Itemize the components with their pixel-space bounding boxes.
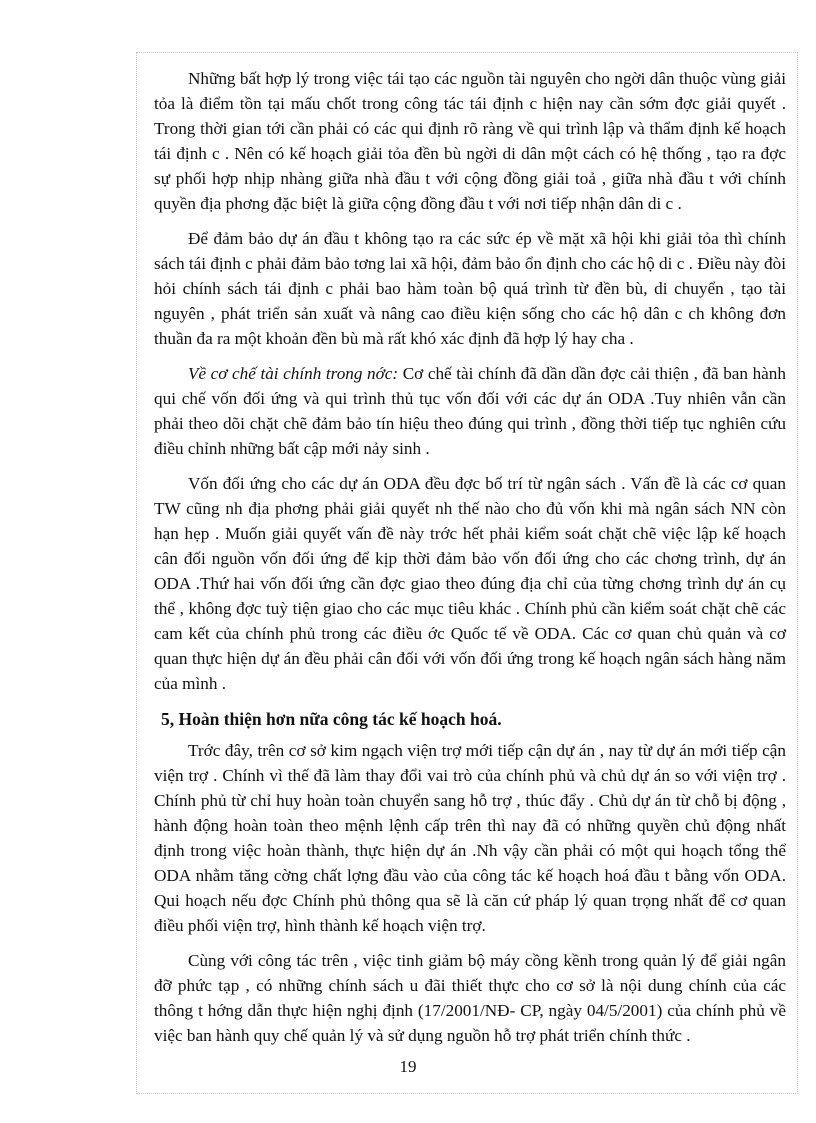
paragraph-body: Cơ chế tài chính đã dần dần đợc cải thiện , đã ban hành qui chế vốn đối ứng và qui trình thủ tục vốn đối với các dự án ODA .Tuy nhiên vẫn cần phải theo dõi chặt chẽ đảm bảo tín hiệu theo đúng qui trình , đồng thời tiếp tục nghiên cứu điều chỉnh những bất cập mới nảy sinh . bbox=[154, 364, 786, 458]
paragraph-resettlement-policy: Để đảm bảo dự án đầu t không tạo ra các sức ép về mặt xã hội khi giải tỏa thì chính sách tái định c phải đảm bảo tơng lai xã hội, đảm bảo ổn định cho các hộ di c . Điều này đòi hỏi chính sách tái định c phải bao hàm toàn bộ quá trình từ đền bù, di chuyển , tạo tài nguyên , phát triển sản xuất và nâng cao điều kiện sống cho các hộ dân c ch không đơn thuần đa ra một khoản đền bù mà rất khó xác định đã hợp lý hay cha . bbox=[154, 229, 786, 348]
page-number: 19 bbox=[399, 1057, 417, 1076]
paragraph-counterpart-funds: Vốn đối ứng cho các dự án ODA đều đợc bố trí từ ngân sách . Vấn đề là các cơ quan TW cũng nh địa phơng phải giải quyết nh thế nào cho đủ vốn khi mà ngân sách NN còn hạn hẹp . Muốn giải quyết vấn đề này trớc hết phải kiểm soát chặt chẽ việc lập kế hoạch cân đối nguồn vốn đối ứng để kịp thời đảm bảo vốn đối ứng cho các chơng trình, dự án ODA .Thứ hai vốn đối ứng cần đợc giao theo đúng địa chỉ của từng chơng trình dự án cụ thể , không đợc tuỳ tiện giao cho các mục tiêu khác . Chính phủ cần kiểm soát chặt chẽ các cam kết của chính phủ trong các điều ớc Quốc tế về ODA. Các cơ quan chủ quản và cơ quan thực hiện dự án đều phải cân đối với vốn đối ứng trong kế hoạch ngân sách hàng năm của mình . bbox=[154, 474, 786, 693]
paragraph-resettlement: Những bất hợp lý trong việc tái tạo các nguồn tài nguyên cho ngời dân thuộc vùng giải tỏa là điểm tồn tại mấu chốt trong công tác tái định c hiện nay cần sớm đợc giải quyết . Trong thời gian tới cần phải có các qui định rõ ràng về qui trình lập và thẩm định kế hoạch tái định c . Nên có kế hoạch giải tỏa đền bù ngời di dân một cách có hệ thống , tạo ra đợc sự phối hợp nhịp nhàng giữa nhà đầu t với cộng đồng giải toả , giữa nhà đầu t với chính quyền địa phơng đặc biệt là giữa cộng đồng đầu t với nơi tiếp nhận dân di c . bbox=[154, 69, 786, 213]
section-heading: 5, Hoàn thiện hơn nữa công tác kế hoạch hoá. bbox=[161, 709, 502, 729]
paragraph-planning: Trớc đây, trên cơ sở kim ngạch viện trợ mới tiếp cận dự án , nay từ dự án mới tiếp cận viện trợ . Chính vì thế đã làm thay đổi vai trò của chính phủ và chủ dự án so với viện trợ . Chính phủ từ chỉ huy hoàn toàn chuyển sang hỗ trợ , thúc đẩy . Chủ dự án từ chỗ bị động , hành động hoàn toàn theo mệnh lệnh cấp trên thì nay đã có những quyền chủ động nhất định trong việc hoàn thành, thực hiện dự án .Nh vậy cần phải có một qui hoạch tổng thể ODA nhằm tăng cờng chất lợng đầu vào của công tác kế hoạch hoá đầu t bằng vốn ODA. Qui hoạch nếu đợc Chính phủ thông qua sẽ là căn cứ pháp lý quan trọng nhất để cơ quan điều phối viện trợ, hình thành kế hoạch viện trợ. bbox=[154, 741, 786, 935]
paragraph-decree: Cùng với công tác trên , việc tinh giảm bộ máy cồng kềnh trong quản lý để giải ngân đỡ phức tạp , có những chính sách u đãi thiết thực cho cơ sở là nội dung chính của các thông t hớng dẫn thực hiện nghị định (17/2001/NĐ- CP, ngày 04/5/2001) của chính phủ về việc ban hành quy chế quản lý và sử dụng nguồn hỗ trợ phát triển chính thức . bbox=[154, 951, 786, 1045]
page-content bbox=[154, 66, 786, 1058]
paragraph-domestic-finance bbox=[154, 361, 786, 461]
paragraph-lead-italic: Về cơ chế tài chính trong nớc: bbox=[188, 364, 399, 383]
